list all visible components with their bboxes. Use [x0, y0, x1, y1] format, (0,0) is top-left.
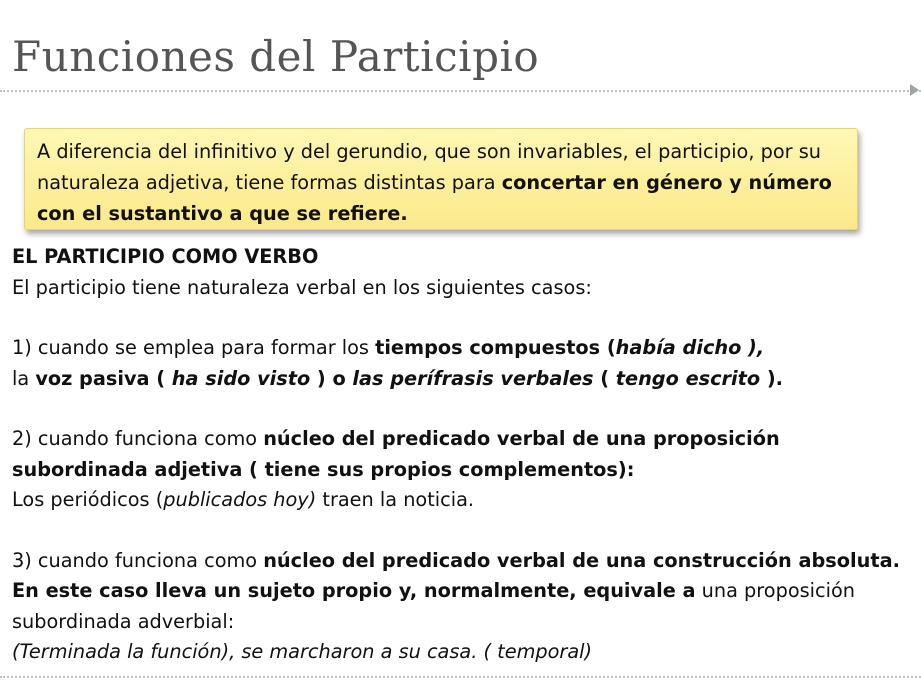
case-2-example: Los periódicos (publicados hoy) traen la noticia.	[12, 488, 475, 511]
case-1-line-2: la voz pasiva ( ha sido visto ) o las perífrasis verbales ( tengo escrito ).	[12, 366, 783, 390]
section-heading: EL PARTICIPIO COMO VERBO	[12, 245, 319, 268]
slide-title: Funciones del Participio	[12, 32, 540, 81]
section-intro: El participio tiene naturaleza verbal en los siguientes casos:	[12, 275, 592, 299]
footer-divider	[0, 676, 921, 678]
callout-bold-text: concertar en género y número con el sustantivo a que se refiere.	[37, 171, 832, 225]
callout-box	[24, 128, 858, 230]
divider-arrow-icon	[910, 84, 919, 96]
title-divider	[0, 90, 921, 92]
case-3: 3) cuando funciona como núcleo del predicado verbal de una construcción absoluta. En este caso lleva un sujeto propio y, normalmente, equivale a una proposición subordinada adverbial:	[12, 548, 900, 633]
main-content	[12, 242, 912, 668]
case-3-example: (Terminada la función), se marcharon a su casa. ( temporal)	[12, 640, 593, 663]
callout-text: A diferencia del infinitivo y del gerundio, que son invariables, el participio, por su naturaleza adjetiva, tiene formas distintas para	[37, 140, 821, 194]
case-1-line-1: 1) cuando se emplea para formar los tiempos compuestos (había dicho ),	[12, 336, 765, 359]
case-2: 2) cuando funciona como núcleo del predicado verbal de una proposición subordinada adjetiva ( tiene sus propios complementos):	[12, 427, 780, 481]
